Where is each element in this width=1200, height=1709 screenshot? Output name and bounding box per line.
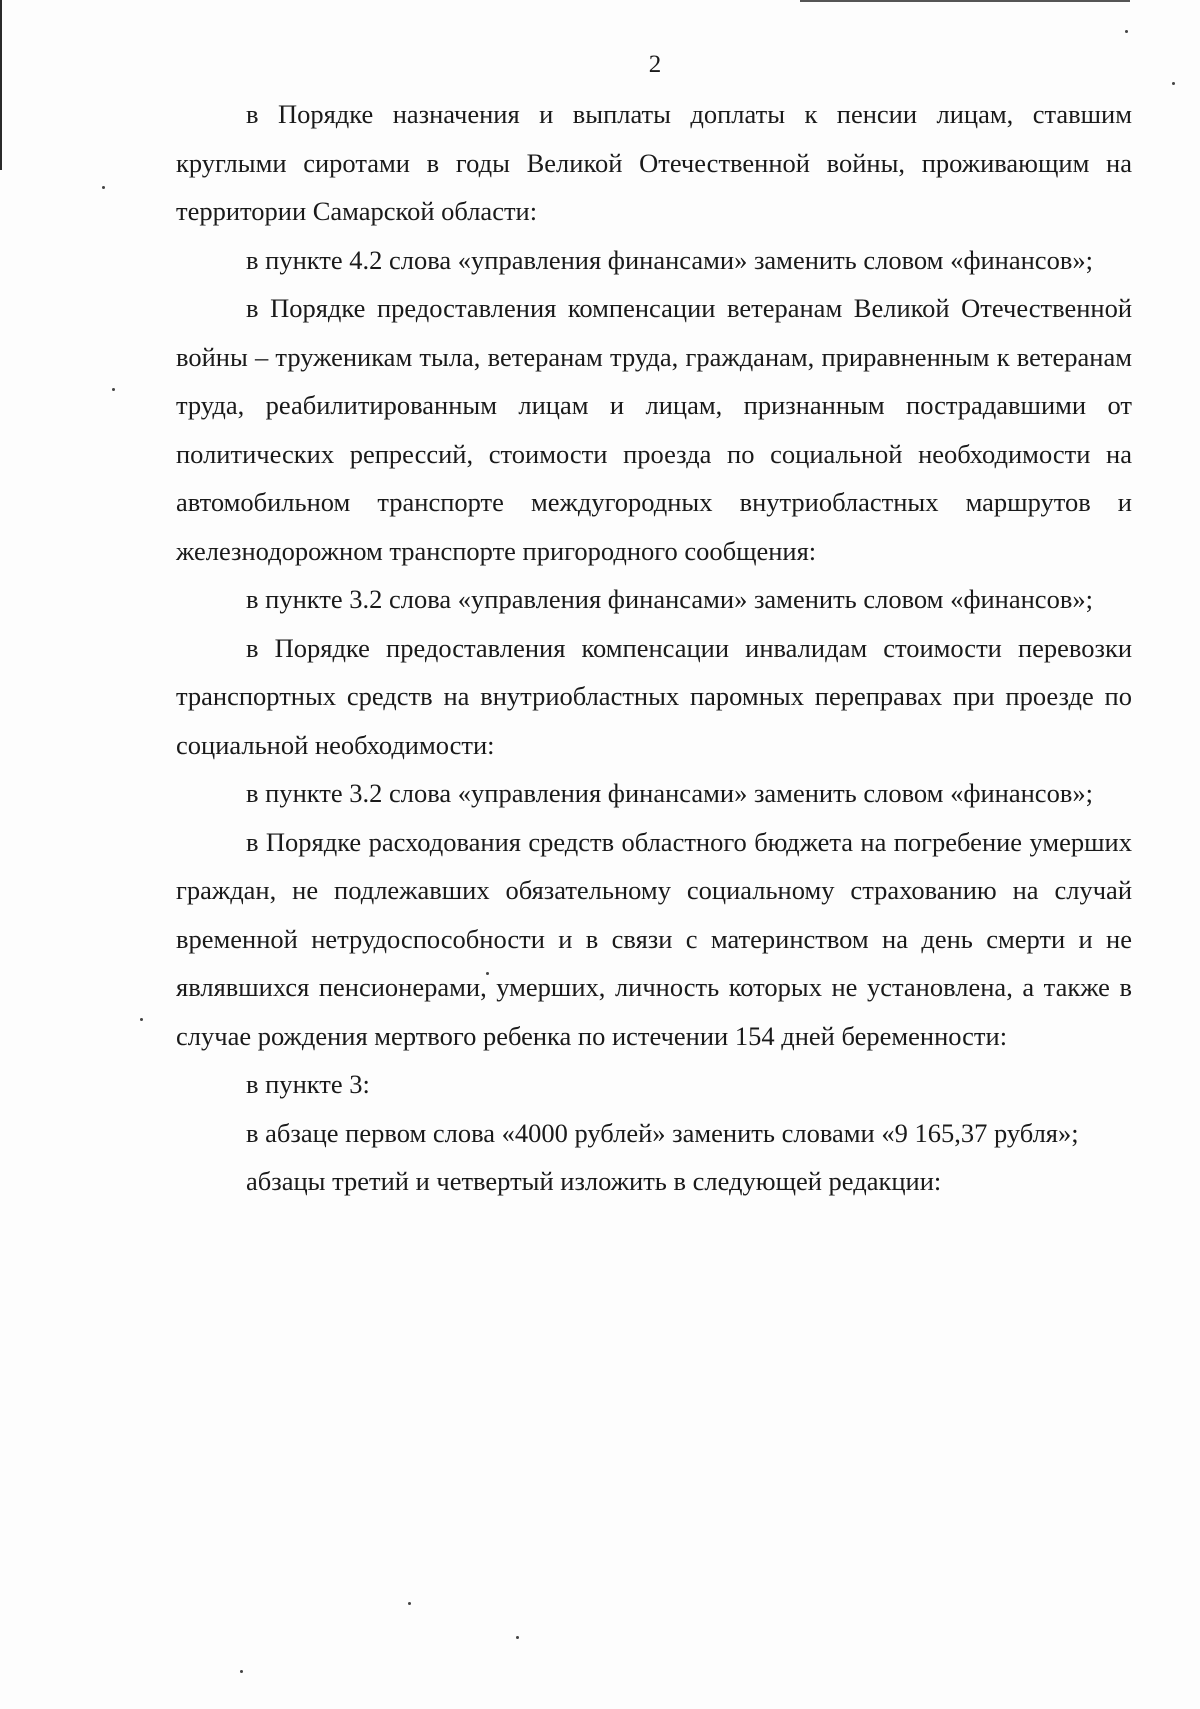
paragraph-clause-4-2: в пункте 4.2 слова «управления финансами» заменить словом «финансов»; — [246, 244, 1093, 275]
paragraph-disabled-ferry-compensation: в Порядке предоставления компенсации инвалидам стоимости перевозки транспортных средств на внутриобластных паромных переправах при проезде по социальной необходимости: — [176, 632, 1132, 760]
paragraph-clause-3-2-b: в пункте 3.2 слова «управления финансами» заменить словом «финансов»; — [246, 778, 1093, 808]
page-number: 2 — [648, 51, 662, 78]
scan-speck — [240, 1670, 243, 1673]
scan-speck — [112, 388, 115, 391]
paragraph-burial-expenses: в Порядке расходования средств областного бюджета на погребение умерших граждан, не подлежавших обязательному социальному страхованию на случай временной нетрудоспособности и в связи с материнством на день смерти и не являвшихся пенсионерами, умерших, личность которых не установлена, а также в случае рождения мертвого ребенка по истечении 154 дней беременности: — [176, 826, 1132, 1051]
paragraph-third-fourth-subparagraphs: абзацы третий и четвертый изложить в следующей редакции: — [246, 1166, 942, 1196]
scan-speck — [102, 186, 105, 189]
scan-edge-left — [0, 0, 2, 170]
scan-edge-top — [800, 0, 1130, 2]
paragraph-veterans-compensation: в Порядке предоставления компенсации ветеранам Великой Отечественной войны – труженикам тыла, ветеранам труда, гражданам, приравненным к ветеранам труда, реабилитированным лицам и лицам, признанным пострадавшими от политических репрессий, стоимости проезда по социальной необходимости на автомобильном транспорте междугородных внутриобластных маршрутов и железнодорожном транспорте пригородного сообщения: — [176, 293, 1132, 566]
scan-speck — [140, 1018, 143, 1021]
paragraph-orphans-procedure: в Порядке назначения и выплаты доплаты к пенсии лицам, ставшим круглыми сиротами в годы Великой Отечественной войны, проживающим на территории Самарской области: — [176, 99, 1132, 226]
paragraph-clause-3-2-a: в пункте 3.2 слова «управления финансами» заменить словом «финансов»; — [246, 584, 1093, 614]
scan-speck — [516, 1636, 519, 1639]
paragraph-clause-3: в пункте 3: — [246, 1069, 370, 1099]
document-body — [176, 90, 1132, 1206]
paragraph-first-subparagraph: в абзаце первом слова «4000 рублей» заменить словами «9 165,37 рубля»; — [246, 1117, 1079, 1148]
scan-speck — [1172, 82, 1175, 85]
scan-speck — [1125, 30, 1128, 33]
scan-speck — [408, 1602, 411, 1605]
